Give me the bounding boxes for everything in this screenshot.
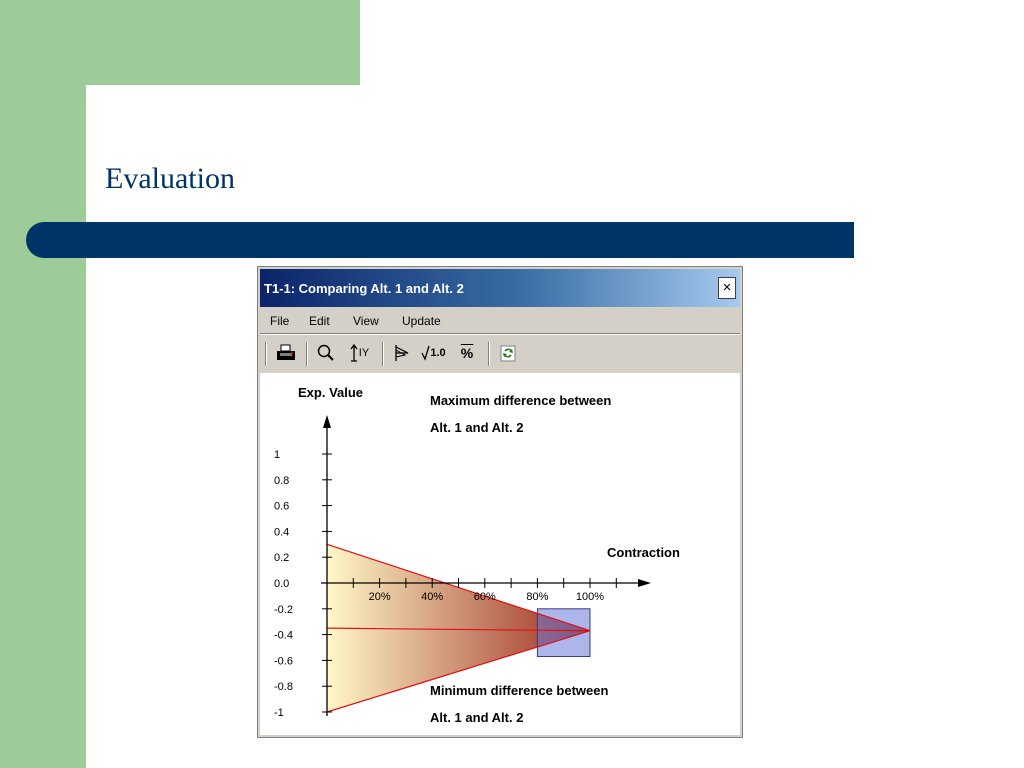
menu-view[interactable]: View: [353, 314, 379, 328]
percent-icon[interactable]: %: [460, 345, 474, 361]
y-tick-label: 0.2: [274, 552, 290, 565]
max-annotation-line1: Maximum difference between: [430, 393, 612, 408]
y-tick-label: -0.4: [274, 629, 293, 642]
refresh-icon[interactable]: [496, 341, 520, 365]
window-title: T1-1: Comparing Alt. 1 and Alt. 2: [264, 281, 464, 296]
menu-divider: [260, 333, 740, 335]
max-annotation-line2: Alt. 1 and Alt. 2: [430, 420, 524, 435]
min-annotation-line1: Minimum difference between: [430, 683, 609, 698]
x-tick-label: 60%: [473, 591, 496, 603]
print-icon[interactable]: [274, 341, 298, 365]
close-button[interactable]: ×: [718, 277, 736, 299]
slide-title: Evaluation: [105, 162, 235, 195]
y-axis-scale-icon[interactable]: [342, 341, 376, 365]
toolbar-grip: [265, 342, 267, 366]
y-axis-label: Exp. Value: [298, 385, 364, 400]
top-accent-block: [0, 0, 360, 85]
y-tick-label: 0.6: [274, 500, 290, 513]
menu-file[interactable]: File: [270, 314, 290, 328]
chart-panel: [260, 373, 740, 735]
y-tick-label: 0.4: [274, 526, 290, 539]
x-axis-label: Contraction: [607, 545, 680, 560]
min-annotation-line2: Alt. 1 and Alt. 2: [430, 710, 524, 725]
left-accent-strip: [0, 0, 86, 768]
toolbar-separator: [488, 342, 490, 366]
y-axis-arrow: [323, 415, 331, 428]
zoom-icon[interactable]: [314, 341, 338, 365]
y-tick-label: 0.0: [274, 578, 290, 590]
x-tick-label: 20%: [368, 591, 391, 603]
decimal-icon[interactable]: [418, 341, 448, 365]
y-tick-label: -0.2: [274, 603, 293, 616]
window-titlebar[interactable]: [260, 269, 740, 307]
menu-bar: [260, 309, 740, 331]
toolbar-separator: [306, 342, 308, 366]
y-tick-label: 0.8: [274, 474, 290, 487]
toolbar-separator: [382, 342, 384, 366]
menu-edit[interactable]: Edit: [309, 314, 330, 328]
toolbar: [260, 337, 740, 371]
x-tick-label: 80%: [526, 591, 549, 603]
app-window: [257, 266, 743, 738]
y-tick-label: -0.6: [274, 655, 293, 668]
y-tick-label: 1: [274, 449, 281, 461]
flag-icon[interactable]: [390, 341, 414, 365]
y-axis-scale-label: IY: [358, 347, 370, 359]
y-tick-label: -1: [274, 707, 284, 719]
x-tick-label: 100%: [575, 591, 605, 603]
y-tick-label: -0.8: [274, 681, 293, 694]
decimal-label: 1.0: [430, 347, 446, 359]
x-axis-arrow: [638, 579, 651, 587]
menu-update[interactable]: Update: [402, 314, 441, 328]
x-tick-label: 40%: [421, 591, 444, 603]
chart-svg: [260, 373, 740, 735]
title-underline-bar: [26, 222, 854, 258]
